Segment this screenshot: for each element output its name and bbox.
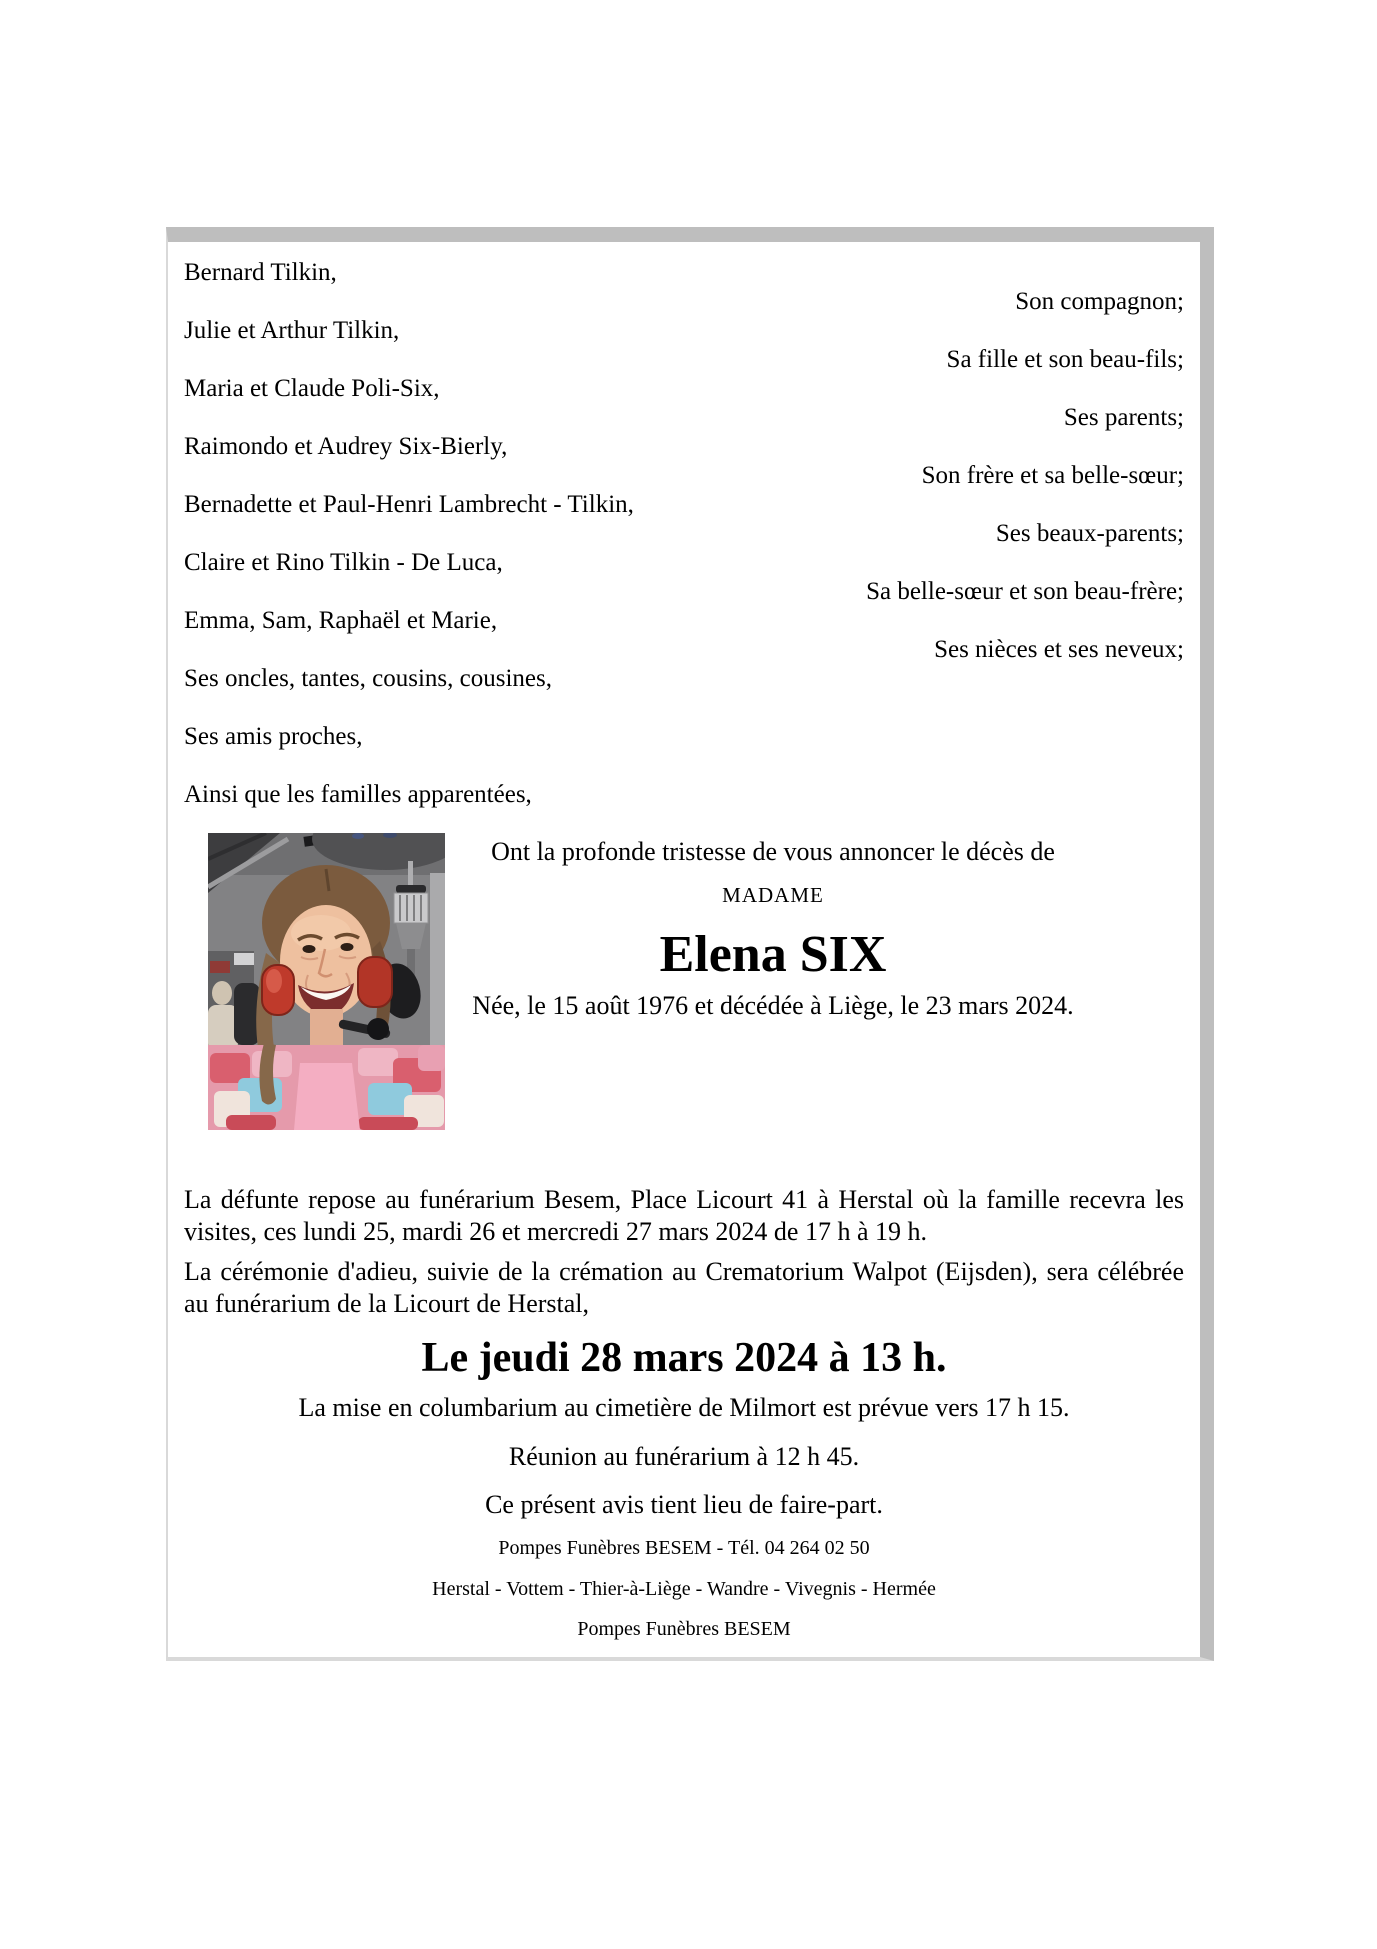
portrait-photo — [208, 833, 445, 1130]
page-content — [168, 242, 1200, 1642]
intro-line: Maria et Claude Poli-Six, — [184, 375, 440, 402]
avis-line: Ce présent avis tient lieu de faire-part. — [485, 1490, 883, 1519]
obituary-page — [166, 227, 1214, 1661]
intro-line-list — [184, 258, 1184, 809]
intro-line: Ses amis proches, — [184, 723, 363, 750]
announcement-text-block — [362, 833, 1184, 1022]
intro-line: Bernadette et Paul-Henri Lambrecht - Tilkin, — [184, 491, 634, 518]
announcement-line: Ont la profonde tristesse de vous annoncer le décès de — [491, 837, 1055, 866]
intro-line: Son compagnon; — [1015, 288, 1184, 315]
intro-line: Raimondo et Audrey Six-Bierly, — [184, 433, 508, 460]
intro-line: Sa fille et son beau-fils; — [946, 346, 1184, 373]
deceased-name: Elena SIX — [659, 926, 887, 983]
intro-line: Julie et Arthur Tilkin, — [184, 317, 400, 344]
funeral-home-name-line: Pompes Funèbres BESEM — [577, 1618, 791, 1640]
intro-line: Ses nièces et ses neveux; — [934, 636, 1184, 663]
columbarium-line: La mise en columbarium au cimetière de Milmort est prévue vers 17 h 15. — [298, 1393, 1070, 1422]
paragraph-repose: La défunte repose au funérarium Besem, Place Licourt 41 à Herstal où la famille recevra les visites, ces lundi 25, mardi 26 et mercredi 27 mars 2024 de 17 h à 19 h. — [184, 1185, 1184, 1246]
reunion-line: Réunion au funérarium à 12 h 45. — [508, 1442, 860, 1471]
birth-death-line: Née, le 15 août 1976 et décédée à Liège, le 23 mars 2024. — [472, 991, 1074, 1020]
intro-line: Sa belle-sœur et son beau-frère; — [866, 578, 1184, 605]
ceremony-date-line: Le jeudi 28 mars 2024 à 13 h. — [421, 1335, 947, 1381]
announcement-section — [184, 833, 1184, 1130]
intro-line: Bernard Tilkin, — [184, 259, 337, 286]
locations-line: Herstal - Vottem - Thier-à-Liège - Wandre - Vivegnis - Hermée — [432, 1578, 936, 1600]
intro-line: Ses oncles, tantes, cousins, cousines, — [184, 665, 553, 692]
intro-line: Ainsi que les familles apparentées, — [184, 781, 532, 808]
madame-label: MADAME — [722, 883, 824, 907]
intro-line: Emma, Sam, Raphaël et Marie, — [184, 607, 498, 634]
paragraph-ceremonie: La cérémonie d'adieu, suivie de la crémation au Crematorium Walpot (Eijsden), sera célébrée au funérarium de la Licourt de Herstal, — [184, 1257, 1184, 1318]
intro-line: Son frère et sa belle-sœur; — [921, 462, 1184, 489]
intro-line: Ses beaux-parents; — [995, 520, 1184, 547]
funeral-home-line: Pompes Funèbres BESEM - Tél. 04 264 02 50 — [498, 1537, 870, 1559]
intro-line: Ses parents; — [1063, 404, 1184, 431]
intro-line: Claire et Rino Tilkin - De Luca, — [184, 549, 503, 576]
